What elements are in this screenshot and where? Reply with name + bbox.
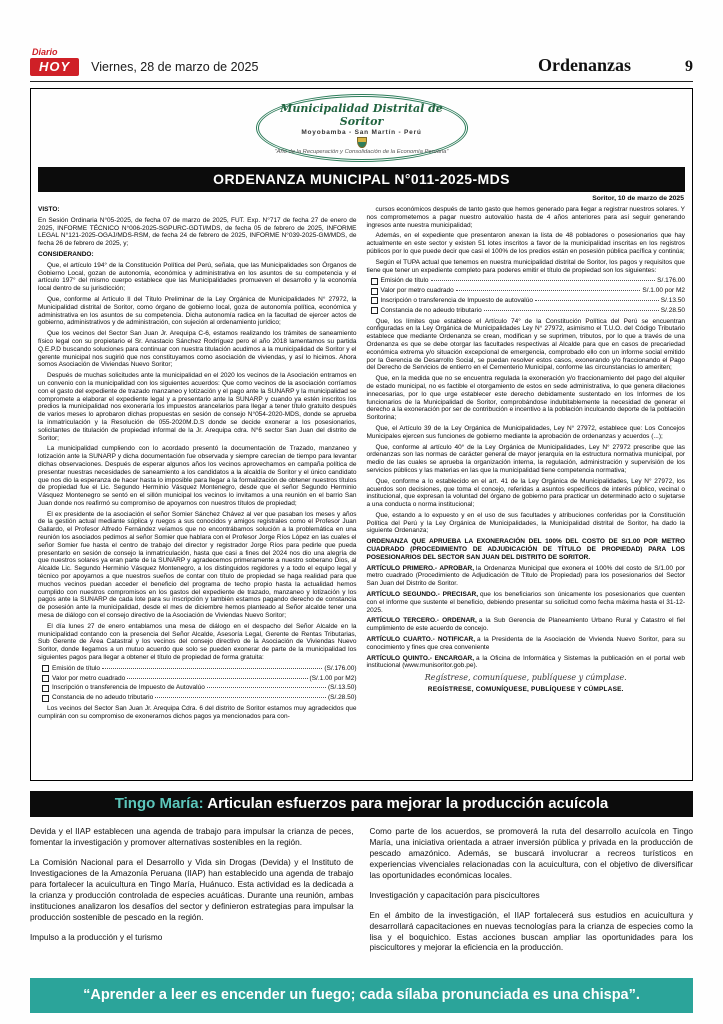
ordenanza-columns	[38, 206, 685, 724]
checkbox-icon	[42, 685, 49, 692]
fee-label: Inscripción o transferencia de Impuesto de autovalúo	[380, 296, 533, 304]
closing-formula: REGÍSTRESE, COMUNÍQUESE, PUBLÍQUESE Y CÚMPLASE.	[427, 685, 624, 693]
checkbox-icon	[42, 665, 49, 672]
dotted-leader	[127, 678, 307, 679]
dotted-leader	[102, 668, 322, 669]
article-paragraph	[367, 655, 686, 671]
news-body-right-2: En el ámbito de la investigación, el IIAP fortalecerá sus estudios en acuicultura y desarrollará capacitaciones en nuevas tecnologías para la crianza de especies como la lisa y el boquichico. Estas acciones buscan ampliar las oportunidades para los piscicultores y mejorar la eficiencia en la producción.	[369, 909, 693, 953]
checkbox-icon	[371, 307, 378, 314]
fee-row	[42, 684, 357, 692]
fees-list-right	[371, 277, 686, 314]
ordenanza-article	[30, 88, 693, 781]
fee-label: Constancia de no adeudo tributario	[380, 306, 482, 314]
fee-row	[42, 665, 357, 673]
fee-price: S/.28.50	[660, 306, 685, 314]
seal-crest-icon	[357, 137, 367, 148]
considerando-paragraph: Después de muchas solicitudes ante la municipalidad en el 2020 los vecinos de la Asociación entramos en un convenio con la municipalidad con los siguientes acuerdos: Que como vecinos de la asociación corríamos con el gasto del expediente de trazado manzaneo y lotización y el pago ante la SUNARP y la municipalidad se compromete a elaborar el expediente legal y a presentarlo ante la SUNARP y cuando ya estén inscritos los predios la municipalidad nos exoneraría los impuestos arancelarios para llegar a tener título gratuito después de varios meses lo aprobaron dichas propuestas en sesión de consejo N°054-2020-MDS, donde se aprueba la inmatriculación y la Resolución de 055-2020M.D.S donde se decide exonerar a los posesionarios, solicitantes de titulación de propiedad informal de la Jr. Arequipa cdra. N°6 sector San Juan del distrito de Soritor;	[38, 372, 357, 442]
article-label: ARTÍCULO TERCERO.- ORDENAR,	[366, 617, 477, 625]
visto-text: En Sesión Ordinaria N°05-2025, de fecha 07 de marzo de 2025, FUT. Exp. N°717 de fecha 27 de enero de 2025, INFORME TÉCNICO N°006-2025-SGPURC-GDTI/MDS, de fecha 05 de febrero de 2025, INFORME LEGAL N°121-2025-OGAJ/MDS-RSM, de fecha 24 de febrero de 2025, INFORME N°039-2025-GM/MDS, de fecha 26 de febrero de 2025, y;	[38, 216, 357, 248]
article-label: ARTÍCULO PRIMERO.- APROBAR,	[366, 564, 475, 572]
seal-motto: “Año de la Recuperación y Consolidación de la Economía Peruana”	[274, 149, 449, 155]
considerando-paragraph: Que, el artículo 194° de la Constitución Política del Perú, señala, que las Municipalidades son Órganos de Gobierno Local, gozan de autonomía, económica y administrativa en los asuntos de su competencia y el artículo 197° del mismo cuerpo establece que las Municipalidades promueven el desarrollo y la economía local dentro de su jurisdicción;	[38, 261, 357, 293]
closing-script-flourish: Regístrese, comuníquese, publíquese y cúmplase.	[424, 673, 627, 683]
article-label: ARTÍCULO CUARTO.- NOTIFICAR,	[366, 636, 476, 644]
fee-label: Valor por metro cuadrado	[52, 674, 126, 682]
fee-price: (S/.176.00)	[324, 664, 357, 672]
fee-label: Valor por metro cuadrado	[380, 287, 454, 295]
body-paragraph: cursos económicos después de tanto gasto que hemos generado para llegar a registrar nuestros solares. Y nos comprometemos a pagar nuestro autovalúo hasta de 4 años anteriores para así seguir generando ingresos ante nuestra municipalidad;	[366, 206, 685, 229]
seal-municipality-name: Municipalidad Distrital de Soritor	[280, 102, 443, 128]
body-paragraph: Que, conforme al artículo 40° de la Ley Orgánica de Municipalidades, Ley N° 27972 prescribe que las ordenanzas son las normas de carácter general de mayor jerarquía en la estructura normativa municipal, por medio de las cuales se aprueba la organización interna, la regulación, administración y supervisión de los servicios públicos y las materias en las que la municipalidad tiene competencia normativa;	[366, 443, 685, 474]
decree-title: ORDENANZA QUE APRUEBA LA EXONERACIÓN DEL 100% DEL COSTO DE S/1.00 POR METRO CUADRADO (PROCEDIMIENTO DE ADJUDICACIÓN DE TÍTULO DE PROPIEDAD) PARA LOS POSESIONARIOS DEL SECTOR SAN JUAN DEL DISTRITO DE SORITOR.	[366, 538, 685, 561]
ordenanza-left-column	[38, 206, 357, 724]
body-paragraph: Que, el Artículo 39 de la Ley Orgánica de Municipalidades, Ley N° 27972, establece que: Los Concejos Municipales ejercen sus funciones de gobierno mediante la aprobación de ordenanzas y acuerdos (...);	[366, 424, 685, 440]
left-column-closing-text: Los vecinos del Sector San Juan Jr. Arequipa Cdra. 6 del distrito de Soritor estamos muy agradecidos que cumplirán con su compromiso de exonerarnos dichos pagos ya mencionados para con-	[38, 705, 357, 720]
article-text: que los beneficiarios son únicamente los posesionarios que cuenten con el informe que sustente el beneficio, debiendo presentar su solicitud como fecha máxima hasta el 31-12-2025.	[366, 591, 686, 614]
body-paragraph: Que, estando a lo expuesto y en el uso de sus facultades y atribuciones conferidas por la Constitución Política del Perú y la Ley Orgánica de Municipalidades, la Municipalidad distrital de Soritor, ha dado la siguiente Ordenanza;	[366, 511, 685, 535]
ordenanza-title-banner: ORDENANZA MUNICIPAL N°011-2025-MDS	[38, 167, 685, 192]
fees-list-left	[42, 665, 357, 702]
news-title-highlight: Tingo María:	[114, 795, 204, 812]
fee-price: (S/.28.50)	[327, 694, 357, 702]
article-text: a la Oficina de Informática y Sistemas la publicación en el portal web institucional (www.munisoritor.gob.pe).	[366, 654, 685, 670]
news-right-column	[370, 826, 694, 962]
page-number: 9	[685, 58, 693, 75]
dotted-leader	[535, 300, 659, 301]
fee-row	[371, 277, 686, 285]
article-label: ARTÍCULO SEGUNDO.- PRECISAR,	[366, 591, 479, 599]
edition-date: Viernes, 28 de marzo de 2025	[91, 60, 259, 74]
checkbox-icon	[371, 297, 378, 304]
municipal-seal	[256, 94, 468, 162]
news-article	[30, 791, 693, 962]
fee-price: S/.13.50	[660, 296, 685, 304]
body-paragraph: Según el TUPA actual que tenemos en nuestra municipalidad distrital de Soritor, los pagos y requisitos que tiene que tener un expediente completo para poderes emitir el título de propiedad son los siguientes:	[366, 258, 685, 274]
article-text: a la Presidenta de la Asociación de Vivienda Nuevo Soritor, para su conocimiento y fines que crea conveniente	[366, 636, 685, 651]
fee-label: Emisión de título	[380, 277, 429, 285]
fee-row	[42, 694, 357, 702]
fee-label: Constancia de no adeudo tributario	[52, 694, 154, 702]
news-body-right-1: Como parte de los acuerdos, se promoverá la ruta del desarrollo acuícola en Tingo María, una iniciativa orientada a atraer inversión pública y privada en la producción de pescado amazónico. Además, se buscará involucrar a recreos turísticos en experiencias vivenciales relacionadas con la acuicultura, con el objetivo de diversificar las oportunidades económicas locales.	[369, 826, 693, 880]
body-paragraph: Que, conforme a lo establecido en el art. 41 de la Ley Orgánica de Municipalidades, Ley N° 27972, los acuerdos son decisiones, que toma el concejo, referidas a asuntos específicos de interés público, vecinal o institucional, que expresan la voluntad del órgano de gobierno para practicar un determinado acto o sujetarse a una conducta o norma institucional;	[366, 477, 685, 509]
news-subhead-left: Impulso a la producción y el turismo	[30, 931, 163, 942]
considerando-paragraphs	[38, 262, 357, 662]
article-paragraph	[367, 636, 686, 652]
body-paragraph: Además, en el expediente que presentaron anexan la lista de 48 pobladores o posesionarios que hay actualmente en este sector y existen 51 lotes inscritos a favor de la municipalidad inscritas en los registros públicos por lo que puede decir que casi el 100% de los predios están en posesión pública pacífica y continúa;	[366, 232, 685, 255]
news-left-column	[30, 826, 354, 962]
fee-price: S/.176.00	[657, 277, 685, 285]
fee-row	[371, 287, 686, 295]
article-label: ARTÍCULO QUINTO.- ENCARGAR,	[366, 654, 475, 662]
ordenanza-dateline: Soritor, 10 de marzo de 2025	[592, 195, 684, 202]
fee-label: Inscripción o transferencia de Impuesto de Autovalúo	[52, 684, 205, 692]
dotted-leader	[456, 290, 641, 291]
article-text: la Ordenanza Municipal que exonera el 100% del costo de S/1.00 por metro cuadrado (Procedimiento de Adjudicación de Título de Propiedad) para los posesionarios del Sector San Juan del Distrito de Soritor.	[366, 564, 685, 588]
checkbox-icon	[42, 695, 49, 702]
quote-banner: “Aprender a leer es encender un fuego; cada sílaba pronunciada es una chispa”.	[30, 978, 693, 1013]
news-body-left: La Comisión Nacional para el Desarrollo y Vida sin Drogas (Devida) y el Instituto de Investigaciones de la Amazonía Peruana (IIAP) han establecido una agenda de trabajo para fortalecer la acuicultura en Tingo María, Huánuco. Esta actividad es la dedicada a la crianza y producción controlada de especies acuáticas. Durante una reunión, ambas instituciones analizaron los desafíos del sector y definieron estrategias para impulsar la producción sostenible de pescado en la región.	[30, 856, 354, 922]
checkbox-icon	[42, 675, 49, 682]
fee-row	[371, 297, 686, 305]
right-top-paragraphs	[367, 206, 686, 274]
checkbox-icon	[371, 288, 378, 295]
section-title: Ordenanzas	[537, 55, 631, 75]
dotted-leader	[431, 280, 656, 281]
seal-location: Moyobamba - San Martín - Perú	[301, 129, 422, 136]
fee-label: Emisión de título	[52, 664, 101, 672]
considerando-label: CONSIDERANDO:	[38, 250, 94, 258]
article-text: a la Sub Gerencia de Planeamiento Urbano Rural y Catastro el fiel cumplimiento de este acuerdo de concejo.	[366, 617, 686, 633]
dotted-leader	[207, 687, 326, 688]
article-paragraph	[367, 591, 686, 614]
considerando-paragraph: La municipalidad cumpliendo con lo acordado presentó la documentación de Trazado, manzaneo y lotización ante la SUNARP y dicha documentación fue observada y siempre carecían de tiempo para levantar dichas observaciones. Después de esperar algunos años los vecinos aprovechamos en campaña política de presentar nuestras necesidades de saneamiento a los candidatos a la alcaldía de Soritor y el único candidato que nos dio la esperanza de hacer hasta lo imposible para llegar a la formalización de obtener nuestros títulos de propiedad fue el Lic. Segundo Herminio Vásquez Montenegro, desde que el señor Segundo Herminio Vásquez Montenegro se sentó en el sillón municipal los vecinos lo invitamos a una reunión en el barrio San Juan donde nos reafirmó su compromiso de apoyarnos con nuestros títulos de propiedad;	[38, 445, 357, 507]
logo-diario-text: Diario	[32, 47, 58, 57]
news-title-banner	[30, 791, 693, 817]
news-lead: Devida y el IIAP establecen una agenda de trabajo para impulsar la crianza de peces, fomentar la investigación y promover alternativas sostenibles en la región.	[30, 826, 354, 847]
considerando-paragraph: El ex presidente de la asociación el señor Somier Sánchez Chávez al ver que pasaban los meses y años de la gestión actual mediante súplica y ruegos a sus conocidos y amigos registrales como el Profesor Juan Gallardo, el Profesor Alfredo Fernández veíamos que no encontrábamos solución a la problemática en una reunión los asociados pedimos al señor Somier que hablara con el Profesor Jorge Ríos López en las cuales el señor Somier fue hasta el centro de trabajo del director y registrador Jorge Ríos para pedirle que pueda presentarlo en sesión de consejo la inmatriculación, hasta que casi a fines del 2024 nos dio una alegría de que nuestros solares ya eran parte de la SUNARP y agradecemos primeramente a nuestro soberano Dios, al Alcalde Lic. Segundo Herminio Vásquez Montenegro, a los distinguidos regidores y a todo el equipo legal y técnico por apoyarnos a que nuestros sueños de contar con título de propiedad se haga realidad para que muchos vecinos puedan acceder el beneficio del programa de techo propio hasta la actualidad hemos cumplido con nuestros compromisos en los gastos del expediente de trazado, manzaneo y lotización y los pagos ante la SUNARP de cada lote para su inscripción y también estamos pagando derecho de constancia de posesión ante la municipalidad, desde el mes de diciembre hemos planteado al Señor alcalde tener una mesa de diálogo con el consejo directivo de la Asociación de Viviendas Nuevo Soritor;	[38, 510, 357, 620]
diario-hoy-logo	[30, 48, 79, 76]
checkbox-icon	[371, 278, 378, 285]
right-mid-paragraphs	[367, 318, 686, 536]
dotted-leader	[155, 697, 326, 698]
considerando-paragraph: El día lunes 27 de enero entablamos una mesa de diálogo en el despacho del Señor Alcalde en la municipalidad contando con la presencia del Señor Alcalde, Asesoría Legal, Gerente de Rentas Tributarias, Sub Gerente de Área Catastral y los vecinos del consejo directivo de la Asociación de Viviendas Nuevo Soritor, donde llegamos a un mutuo acuerdo que solo se pueden exonerar de parte de la municipalidad los siguientes pagos para llegar a obtener el título de propiedad de forma gratuita:	[38, 622, 357, 662]
fee-price: (S/.13.50)	[327, 684, 357, 692]
page-header	[30, 48, 693, 82]
news-title-rest: Articulan esfuerzos para mejorar la producción acuícola	[203, 795, 609, 812]
visto-label: VISTO:	[38, 206, 60, 213]
considerando-paragraph: Que los vecinos del Sector San Juan Jr. Arequipa C-6, estamos realizando los trámites de saneamiento físico legal con su propietario el Sr. Anastacio Sánchez Rodríguez pero el año 2018 lamentamos su partida Q.E.P.D buscando soluciones para continuar con nuestra titulación acudimos a la municipalidad de Soritor y el gerente municipal nos sugirió que nos constituyamos como asociación de viviendas, y así lo hicimos. Ahora somos Asociación de Viviendas Nuevo Soritor;	[38, 330, 357, 369]
fee-price: (S/.1.00 por M2)	[309, 674, 357, 682]
article-paragraph	[367, 565, 686, 588]
considerando-paragraph: Que, conforme al Artículo II del Título Preliminar de la Ley Orgánica de Municipalidades N° 27972, la Municipalidad distrital de Soritor, como órgano de gobierno local, goza de autonomía política, económica y administrativa en los asuntos de su competencia. Dicha autonomía radica en la facultad de ejercer actos de gobierno, administrativos y de administración, con sujeción al ordenamiento jurídico;	[38, 295, 357, 327]
ordenanza-right-column	[367, 206, 686, 724]
dotted-leader	[484, 310, 659, 311]
fee-row	[371, 307, 686, 315]
article-paragraph	[367, 617, 686, 633]
body-paragraph: Que, en la medida que no se encuentra regulada la exoneración y/o fraccionamiento del pago del alquiler de estado municipal, no es factible el otorgamiento de estos en sede administrativa, lo que genera dilaciones innecesarias, por lo que urge establecer este derecho debidamente sustentado en los Informes de los funcionarios de la Municipalidad de Soritor, comprobándose indubitablemente la necesidad de generar el derecho a la exoneración por ser de contribución e incentivo a la población inculcando deporte de la población Soritorina;	[366, 375, 685, 422]
news-subhead-right: Investigación y capacitación para piscicultores	[369, 889, 540, 900]
fee-row	[42, 675, 357, 683]
body-paragraph: Que, los límites que establece el Artículo 74° de la Constitución Política del Perú se encuentran configuradas en la Ley Orgánica de Municipalidades Ley N° 27972, asimismo el T.U.O. del Código Tributario establece que mediante Ordenanza se crean, modifican y se suprimen, tributos, por lo que a través de una Ordenanza es que se debe otorgar las facultades respectivas al Alcalde para que en casos de precariedad económica extrema y/o situación excepcional de emergencia, comprobado ello con un informe social emitido por la Gerencia de Desarrollo Social, se puedan resolver estos casos, exonerando y/o fraccionando el Pago del Derecho de Servicios de entierro en el Cementerio Municipal, conforme las circunstancias lo ameriten;	[366, 317, 685, 372]
fee-price: S/.1.00 por M2	[642, 287, 685, 295]
articles-list	[367, 565, 686, 671]
logo-hoy-text: HOY	[30, 58, 79, 76]
news-columns	[30, 826, 693, 962]
